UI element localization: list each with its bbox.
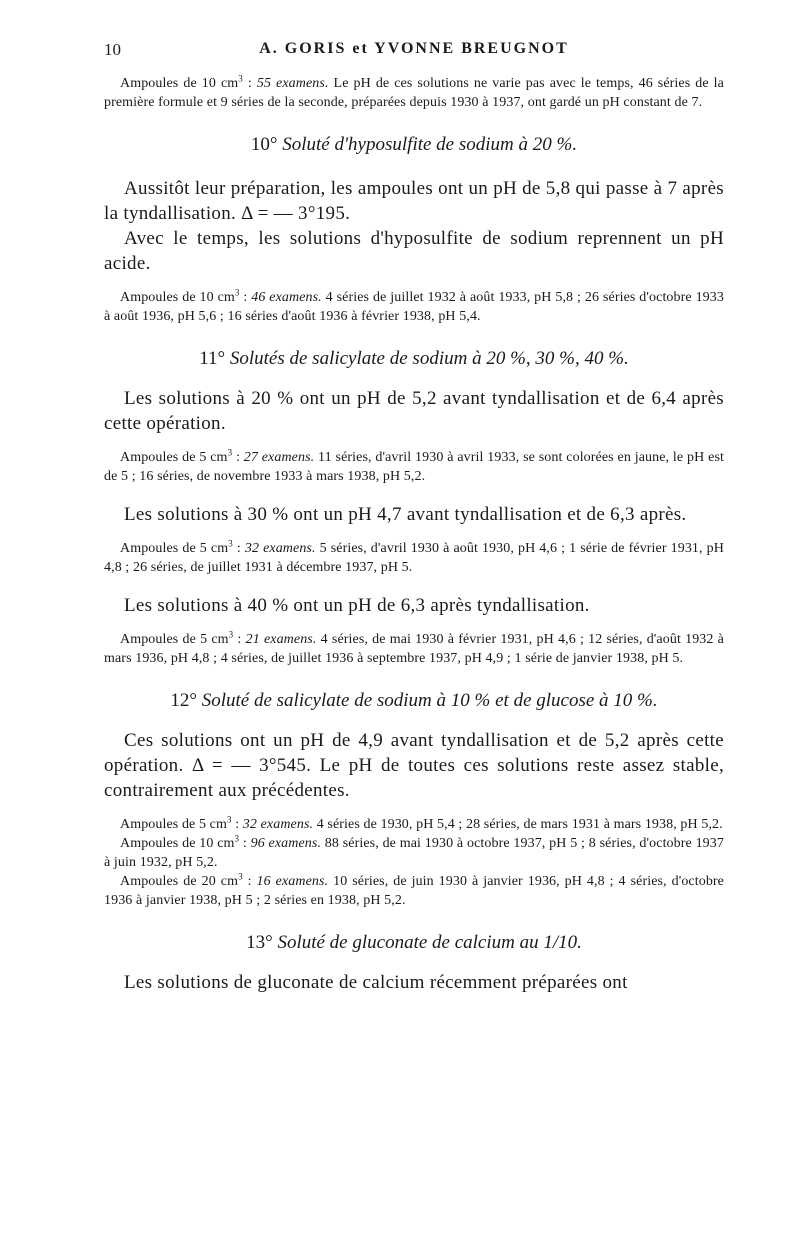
- text-run: 55 examens.: [256, 76, 329, 91]
- section-heading-11: [104, 348, 724, 370]
- text-run: Les solutions à 30 % ont un pH 4,7 avant tyndallisation et de 6,3 après.: [124, 504, 687, 525]
- text-run: 3: [234, 833, 240, 844]
- section-title: Solutés de salicylate de sodium à 20 %, 30 %, 40 %.: [229, 348, 629, 369]
- text-run: :: [233, 632, 246, 647]
- text-run: :: [239, 290, 252, 305]
- text-run: 88 séries, de mai 1930 à octobre 1937, pH 5 ; 8 séries, d'octobre 1937 à juin 1932, pH 5,2.: [104, 836, 724, 870]
- text-run: 3: [227, 447, 233, 458]
- text-run: 4 séries de juillet 1932 à août 1933, pH 5,8 ; 26 séries d'octobre 1933 à août 1936, pH 5,6 ; 16 séries d'août 1936 à février 1938, pH 5,4.: [104, 290, 724, 324]
- text-run: Aussitôt leur préparation, les ampoules ont un pH de 5,8 qui passe à 7 après la tyndallisation. Δ = — 3°195.: [104, 178, 724, 224]
- paragraph-gluconate: [104, 970, 724, 995]
- text-run: 3: [234, 287, 240, 298]
- text-run: 46 examens.: [251, 290, 322, 305]
- text-run: 3: [238, 871, 243, 882]
- text-run: :: [232, 541, 245, 556]
- text-run: 3: [228, 538, 233, 549]
- text-run: Ces solutions ont un pH de 4,9 avant tyndallisation et de 5,2 après cette opération. Δ = — 3°545. Le pH de toutes ces solutions reste assez stable, contrairement aux précédentes.: [104, 730, 724, 801]
- text-run: Les solutions à 20 % ont un pH de 5,2 avant tyndallisation et de 6,4 après cette opération.: [104, 388, 724, 434]
- text-run: 4 séries, de mai 1930 à février 1931, pH 4,6 ; 12 séries, d'août 1932 à mars 1936, pH 4,8 ; 4 séries, de juillet 1936 à septembre 1937, pH 4,9 ; 1 série de janvier 1938, pH 5.: [104, 632, 724, 666]
- note-ampoules-5cm: [104, 815, 724, 834]
- text-run: 21 examens.: [245, 632, 317, 647]
- text-run: 5 séries, d'avril 1930 à août 1930, pH 4,6 ; 1 série de février 1931, pH 4,8 ; 26 séries, de juillet 1931 à décembre 1937, pH 5.: [104, 541, 724, 575]
- section-heading-12: [104, 690, 724, 712]
- section-number: 12°: [170, 690, 197, 711]
- text-run: Le pH de ces solutions ne varie pas avec le temps, 46 séries de la première formule et 9 séries de la seconde, préparées depuis 1930 à 1937, ont gardé un pH constant de 7.: [104, 76, 724, 110]
- text-run: 32 examens.: [242, 817, 314, 832]
- text-run: Ampoules de 10 cm: [120, 290, 235, 305]
- section-number: 13°: [246, 932, 273, 953]
- running-title: A. GORIS et YVONNE BREUGNOT: [259, 40, 569, 57]
- page-number: 10: [104, 40, 121, 59]
- text-run: 3: [228, 629, 234, 640]
- text-run: :: [232, 450, 244, 465]
- section-number: 11°: [199, 348, 226, 369]
- text-run: Ampoules de 5 cm: [120, 450, 228, 465]
- section-title: Soluté de gluconate de calcium au 1/10.: [277, 932, 582, 953]
- text-run: 96 examens.: [250, 836, 322, 851]
- note-salicylate-40-series: [104, 630, 724, 668]
- text-run: :: [242, 874, 257, 889]
- paragraph-hyposulfite-acid: [104, 226, 724, 276]
- text-run: Les solutions à 40 % ont un pH de 6,3 après tyndallisation.: [124, 595, 590, 616]
- text-run: :: [231, 817, 243, 832]
- text-run: :: [239, 836, 251, 851]
- section-heading-10: [104, 134, 724, 156]
- text-run: Ampoules de 5 cm: [120, 541, 229, 556]
- section-number: 10°: [250, 134, 278, 155]
- text-run: Ampoules de 20 cm: [120, 874, 239, 889]
- text-run: 10 séries, de juin 1930 à janvier 1936, pH 4,8 ; 4 séries, d'octobre 1936 à janvier 1938, pH 5 ; 2 séries en 1938, pH 5,2.: [104, 874, 724, 908]
- paragraph-salicylate-40: [104, 593, 724, 618]
- note-salicylate-30-series: [104, 539, 724, 577]
- paragraph-hyposulfite-ph: [104, 176, 724, 226]
- text-run: 32 examens.: [244, 541, 316, 556]
- paragraph-salicylate-20: [104, 386, 724, 436]
- note-ampoules-20cm: [104, 872, 724, 910]
- paragraph-salicylate-glucose: [104, 728, 724, 803]
- section-title: Soluté de salicylate de sodium à 10 % et de glucose à 10 %.: [201, 690, 658, 711]
- text-run: Ampoules de 10 cm: [120, 836, 235, 851]
- note-salicylate-20-series: [104, 448, 724, 486]
- section-title: Soluté d'hyposulfite de sodium à 20 %.: [282, 134, 578, 155]
- text-run: 4 séries de 1930, pH 5,4 ; 28 séries, de mars 1931 à mars 1938, pH 5,2.: [313, 817, 723, 832]
- text-run: 27 examens.: [243, 450, 315, 465]
- text-run: Ampoules de 10 cm: [120, 76, 239, 91]
- note-hyposulfite-series: [104, 288, 724, 326]
- paragraph-salicylate-30: [104, 502, 724, 527]
- text-run: 11 séries, d'avril 1930 à avril 1933, se sont colorées en jaune, le pH est de 5 ; 16 séries, de novembre 1933 à mars 1938, pH 5,2.: [104, 450, 724, 484]
- document-page: [104, 40, 724, 995]
- page-header: [104, 40, 724, 66]
- text-run: Ampoules de 5 cm: [120, 632, 229, 647]
- text-run: Ampoules de 5 cm: [120, 817, 227, 832]
- text-run: 3: [238, 73, 243, 84]
- text-run: 3: [226, 814, 232, 825]
- section-heading-13: [104, 932, 724, 954]
- text-run: Avec le temps, les solutions d'hyposulfite de sodium reprennent un pH acide.: [104, 228, 724, 274]
- text-run: :: [242, 76, 257, 91]
- text-run: 16 examens.: [256, 874, 329, 889]
- note-ampoules-10cm-pH7: [104, 74, 724, 112]
- text-run: Les solutions de gluconate de calcium récemment préparées ont: [124, 972, 628, 993]
- note-ampoules-10cm: [104, 834, 724, 872]
